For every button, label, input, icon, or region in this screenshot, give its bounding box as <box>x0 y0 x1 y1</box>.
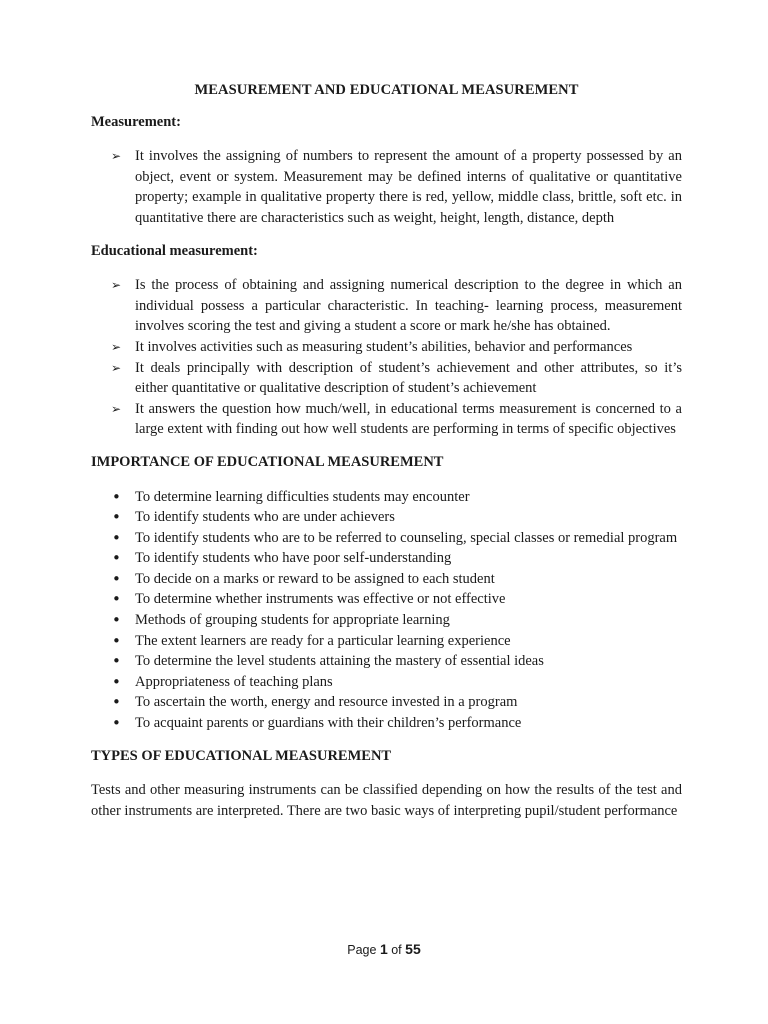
list-item: ➢ Is the process of obtaining and assigning numerical description to the degree in which an individual possess a particular characteristic. In teaching- learning process, measurement involves scoring the test and giving a student a score or mark he/she has obtained. <box>111 277 682 335</box>
bullet-dot-icon: • <box>112 590 121 609</box>
list-item: ➢ It deals principally with description of student’s achievement and other attributes, so it’s either quantitative or qualitative description of student’s achievement <box>111 359 682 397</box>
arrow-bullet-icon: ➢ <box>111 360 122 375</box>
list-item: • The extent learners are ready for a particular learning experience <box>112 631 511 650</box>
list-item: • To ascertain the worth, energy and resource invested in a program <box>112 693 518 712</box>
page-footer <box>0 941 768 957</box>
arrow-bullet-icon: ➢ <box>111 149 122 164</box>
footer-of-word: of <box>391 943 402 957</box>
list-item: • To determine whether instruments was effective or not effective <box>112 590 506 609</box>
bullet-dot-icon: • <box>112 631 121 650</box>
arrow-bullet-icon: ➢ <box>111 278 122 293</box>
list-item: • To determine learning difficulties students may encounter <box>112 487 470 506</box>
bullet-dot-icon: • <box>112 693 121 712</box>
footer-page-number: 1 <box>379 941 388 957</box>
arrow-bullet-icon: ➢ <box>111 401 122 416</box>
bullet-dot-icon: • <box>112 508 121 527</box>
footer-page-word: Page <box>347 943 377 957</box>
list-item: • Appropriateness of teaching plans <box>112 672 333 691</box>
section-heading-importance: IMPORTANCE OF EDUCATIONAL MEASUREMENT <box>91 453 444 470</box>
importance-list <box>91 487 682 734</box>
list-item: ➢ It involves the assigning of numbers to represent the amount of a property possessed by an object, event or system. Measurement may be defined interns of qualitative or quantitative property; example in qualitative property there is red, yellow, middle class, brittle, soft etc. in quantitative there are characteristics such as weight, height, length, distance, depth <box>111 148 682 226</box>
types-paragraph: Tests and other measuring instruments can be classified depending on how the results of the test and other instruments are interpreted. There are two basic ways of interpreting pupil/student performance <box>91 782 682 819</box>
bullet-dot-icon: • <box>112 487 121 506</box>
bullet-dot-icon: • <box>112 672 121 691</box>
list-item: ➢ It involves activities such as measuring student’s abilities, behavior and performances <box>91 337 682 358</box>
list-item: • To identify students who are under achievers <box>112 508 395 527</box>
educational-measurement-list <box>91 275 682 440</box>
list-item: • To decide on a marks or reward to be assigned to each student <box>112 569 495 588</box>
footer-total-pages: 55 <box>405 941 421 957</box>
arrow-bullet-icon: ➢ <box>111 339 122 354</box>
bullet-dot-icon: • <box>112 714 121 733</box>
bullet-dot-icon: • <box>112 569 121 588</box>
bullet-dot-icon: • <box>112 549 121 568</box>
list-item: • To acquaint parents or guardians with their children’s performance <box>112 714 522 733</box>
section-heading-educational-measurement: Educational measurement: <box>91 242 258 259</box>
bullet-dot-icon: • <box>112 611 121 630</box>
section-heading-measurement: Measurement: <box>91 113 181 130</box>
list-item: • To identify students who have poor self-understanding <box>112 549 452 568</box>
bullet-dot-icon: • <box>112 528 121 547</box>
list-item: • Methods of grouping students for appropriate learning <box>112 611 450 630</box>
measurement-list <box>91 146 682 228</box>
bullet-dot-icon: • <box>112 652 121 671</box>
list-item: • To determine the level students attaining the mastery of essential ideas <box>112 652 544 671</box>
list-item: • To identify students who are to be referred to counseling, special classes or remedial program <box>112 528 678 547</box>
page-content <box>91 80 682 821</box>
section-heading-types: TYPES OF EDUCATIONAL MEASUREMENT <box>91 747 392 764</box>
list-item: ➢ It answers the question how much/well, in educational terms measurement is concerned to a large extent with finding out how well students are performing in terms of specific objectives <box>111 400 682 438</box>
document-title: MEASUREMENT AND EDUCATIONAL MEASUREMENT <box>194 82 579 98</box>
